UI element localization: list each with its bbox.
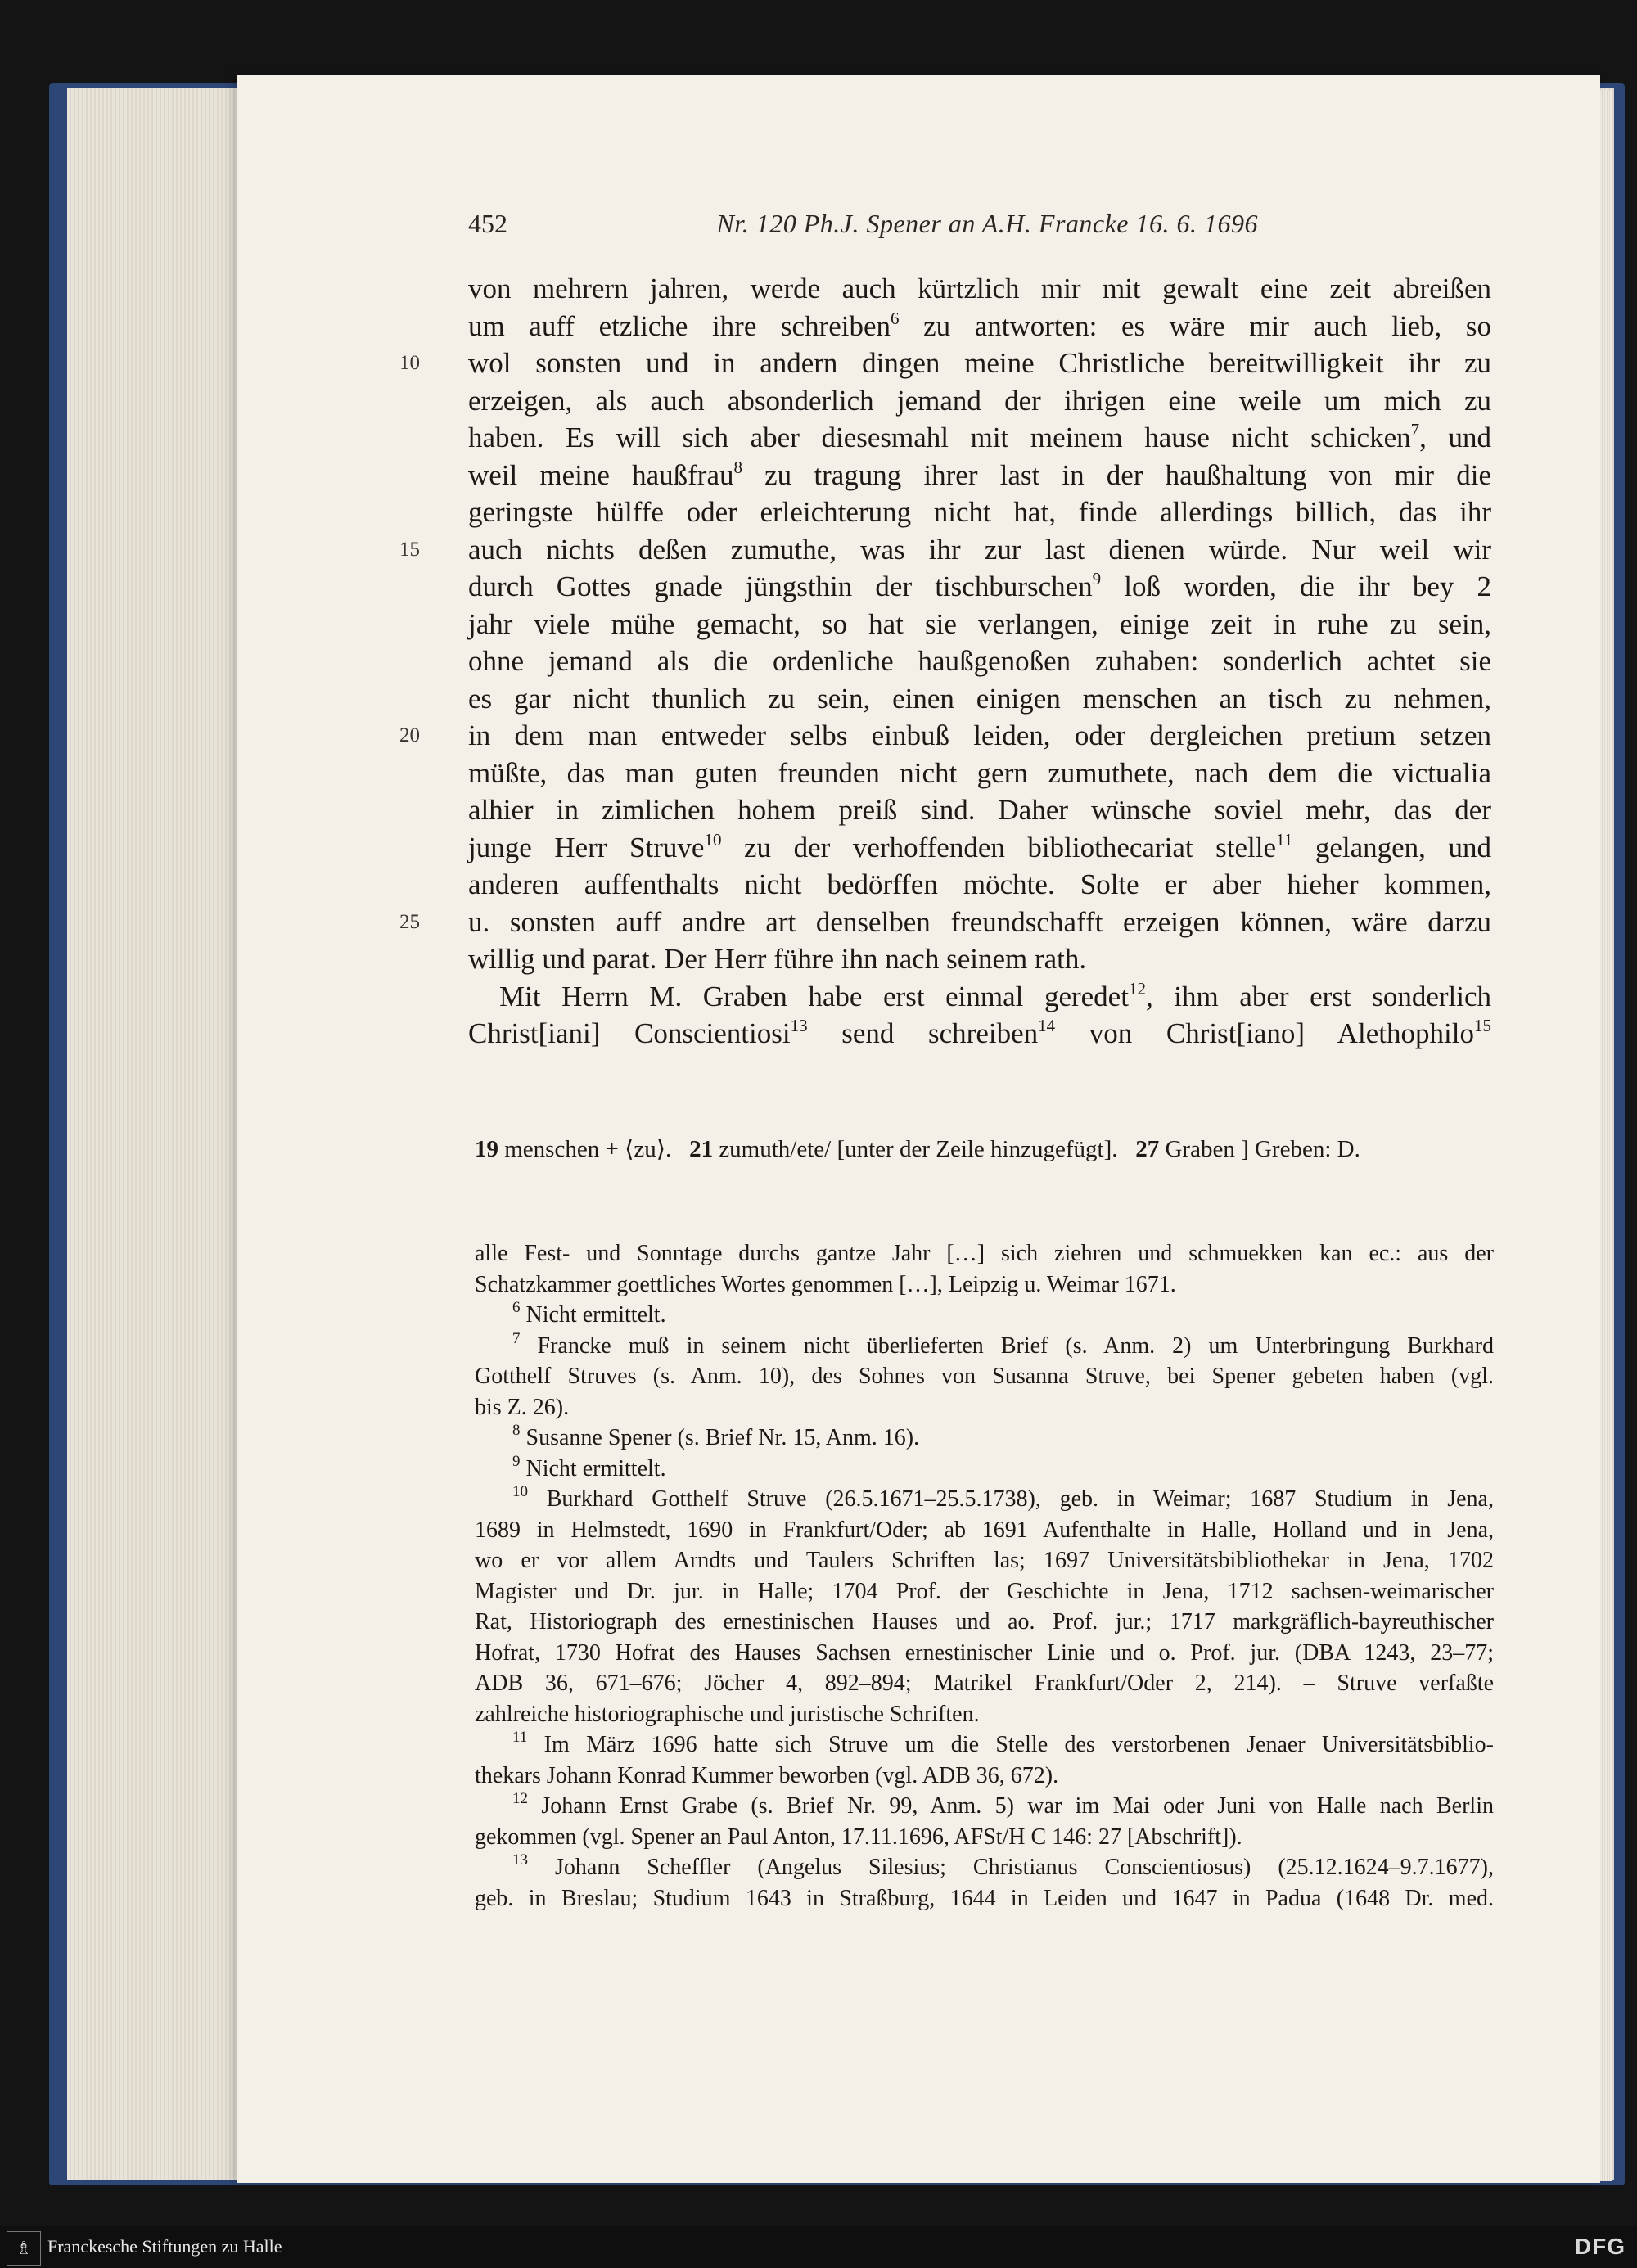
footnote-line: Rat, Historiograph des ernestinischen Hauses und ao. Prof. jur.; 1717 markgräflich-bayreuthischer bbox=[475, 1609, 1494, 1634]
line-text: um auff etzliche ihre schreiben$^6$ zu antworten: es wäre mir auch lieb, so bbox=[468, 308, 1491, 342]
text-line bbox=[468, 791, 1491, 829]
line-text: auch nichts deßen zumuthe, was ihr zur last dienen würde. Nur weil wir bbox=[468, 533, 1491, 566]
text-line bbox=[468, 457, 1491, 494]
text-line bbox=[468, 978, 1491, 1016]
line-text: anderen auffenthalts nicht bedörffen möchte. Solte er aber hieher kommen, bbox=[468, 868, 1491, 900]
line-text: u. sonsten auff andre art denselben freundschafft erzeigen können, wäre darzu bbox=[468, 905, 1491, 938]
footnote-line: $^{11}$ Im März 1696 hatte sich Struve um die Stelle des verstorbenen Jenaer Universitätsbiblio- bbox=[512, 1729, 1494, 1757]
footnote-line: $^{12}$ Johann Ernst Grabe (s. Brief Nr. 99, Anm. 5) war im Mai oder Juni von Halle nach Berlin bbox=[512, 1790, 1494, 1819]
footnote-line: alle Fest- und Sonntage durchs gantze Jahr […] sich ziehren und schmuekken kan ec.: aus der bbox=[475, 1241, 1494, 1266]
line-text: Christ[iani] Conscientiosi$^{13}$ send schreiben$^{14}$ von Christ[iano] Alethophilo$^{15}$ bbox=[468, 1016, 1491, 1049]
text-line bbox=[468, 643, 1491, 680]
footnote-line: thekars Johann Konrad Kummer beworben (vgl. ADB 36, 672). bbox=[475, 1762, 1059, 1788]
text-line bbox=[468, 829, 1491, 867]
text-line bbox=[468, 270, 1491, 308]
institution-logo-icon: ♗ bbox=[7, 2231, 41, 2266]
footnote-line: wo er vor allem Arndts und Taulers Schriften las; 1697 Universitätsbibliothekar in Jena, 1702 bbox=[475, 1548, 1494, 1573]
line-number: 10 bbox=[399, 352, 420, 374]
letter-body bbox=[399, 270, 1492, 1053]
text-line bbox=[468, 382, 1491, 420]
critical-apparatus: 19 menschen + ⟨zu⟩. 21 zumuth/ete/ [unter der Zeile hinzugefügt]. 27 Graben ] Greben: D. bbox=[475, 1136, 1360, 1162]
line-text: geringste hülffe oder erleichterung nicht hat, finde allerdings billich, das ihr bbox=[468, 496, 1491, 528]
text-line bbox=[399, 717, 1491, 755]
footnote-line: Hofrat, 1730 Hofrat des Hauses Sachsen ernestinischer Linie und o. Prof. jur. (DBA 1243, 23–77; bbox=[475, 1639, 1494, 1666]
footnote-line: Schatzkammer goettliches Wortes genommen […], Leipzig u. Weimar 1671. bbox=[475, 1271, 1176, 1297]
line-text: wol sonsten und in andern dingen meine Christliche bereitwilligkeit ihr zu bbox=[468, 347, 1491, 379]
viewer-footer bbox=[0, 2226, 1637, 2268]
line-text: alhier in zimlichen hohem preiß sind. Daher wünsche soviel mehr, das der bbox=[468, 794, 1491, 826]
text-line bbox=[468, 1015, 1491, 1053]
footnote-line: $^{10}$ Burkhard Gotthelf Struve (26.5.1671–25.5.1738), geb. in Weimar; 1687 Studium in Jena, bbox=[512, 1483, 1494, 1512]
page-number: 452 bbox=[468, 209, 507, 238]
footnote-line: zahlreiche historiographische und juristische Schriften. bbox=[475, 1701, 980, 1727]
line-text: willig und parat. Der Herr führe ihn nach seinem rath. bbox=[468, 943, 1087, 975]
text-line bbox=[399, 531, 1491, 569]
footnote-line: gekommen (vgl. Spener an Paul Anton, 17.11.1696, AFSt/H C 146: 27 [Abschrift]). bbox=[475, 1824, 1242, 1850]
line-text: erzeigen, als auch absonderlich jemand der ihrigen eine weile um mich zu bbox=[468, 384, 1491, 417]
line-text: junge Herr Struve$^{10}$ zu der verhoffenden bibliothecariat stelle$^{11}$ gelangen, und bbox=[468, 829, 1492, 863]
footnote-line: $^{13}$ Johann Scheffler (Angelus Silesius; Christianus Conscientiosus) (25.12.1624–9.7.1677), bbox=[512, 1851, 1494, 1880]
running-head-title: Nr. 120 Ph.J. Spener an A.H. Francke 16. 6. 1696 bbox=[716, 209, 1258, 238]
line-number: 20 bbox=[399, 724, 420, 746]
line-text: jahr viele mühe gemacht, so hat sie verlangen, einige zeit in ruhe zu sein, bbox=[468, 607, 1491, 640]
line-text: müßte, das man guten freunden nicht gern zumuthete, nach dem die victualia bbox=[468, 756, 1491, 789]
footnote-line: geb. in Breslau; Studium 1643 in Straßburg, 1644 in Leiden und 1647 in Padua (1648 Dr. med. bbox=[475, 1885, 1494, 1911]
line-text: es gar nicht thunlich zu sein, einen einigen menschen an tisch zu nehmen, bbox=[468, 682, 1491, 715]
footnote-line: $^6$ Nicht ermittelt. bbox=[512, 1299, 666, 1328]
text-line bbox=[399, 345, 1491, 382]
text-line bbox=[468, 606, 1491, 643]
text-line bbox=[399, 904, 1491, 941]
right-page-edge bbox=[1600, 90, 1612, 2181]
text-line bbox=[468, 866, 1491, 904]
line-text: ohne jemand als die ordenliche haußgenoßen zuhaben: sonderlich achtet sie bbox=[468, 645, 1491, 677]
text-line bbox=[468, 940, 1491, 978]
footnote-line: 1689 in Helmstedt, 1690 in Frankfurt/Oder; ab 1691 Aufenthalte in Halle, Holland und in Jena, bbox=[475, 1517, 1494, 1543]
footnote-line: Gotthelf Struves (s. Anm. 10), des Sohnes von Susanna Struve, bei Spener gebeten haben (vgl. bbox=[475, 1364, 1494, 1389]
footnote-line: $^7$ Francke muß in seinem nicht überlieferten Brief (s. Anm. 2) um Unterbringung Burkhard bbox=[512, 1329, 1494, 1359]
dfg-logo: DFG bbox=[1574, 2234, 1626, 2259]
text-line bbox=[468, 568, 1491, 606]
line-text: durch Gottes gnade jüngsthin der tischburschen$^9$ loß worden, die ihr bey 2 bbox=[468, 569, 1491, 602]
footnote-line: ADB 36, 671–676; Jöcher 4, 892–894; Matrikel Frankfurt/Oder 2, 214). – Struve verfaßte bbox=[475, 1671, 1494, 1696]
line-text: von mehrern jahren, werde auch kürtzlich mir mit gewalt eine zeit abreißen bbox=[468, 273, 1491, 304]
line-text: haben. Es will sich aber diesesmahl mit meinem hause nicht schicken$^7$, und bbox=[468, 420, 1491, 453]
text-line bbox=[468, 419, 1491, 457]
institution-name: Franckesche Stiftungen zu Halle bbox=[47, 2236, 282, 2257]
footnote-line: $^9$ Nicht ermittelt. bbox=[512, 1452, 666, 1481]
text-line bbox=[468, 755, 1491, 792]
line-text: in dem man entweder selbs einbuß leiden, oder dergleichen pretium setzen bbox=[468, 719, 1491, 751]
footnote-line: Magister und Dr. jur. in Halle; 1704 Prof. der Geschichte in Jena, 1712 sachsen-weimarischer bbox=[475, 1578, 1494, 1604]
line-number: 25 bbox=[399, 910, 420, 933]
footnote-line: $^8$ Susanne Spener (s. Brief Nr. 15, Anm. 16). bbox=[512, 1422, 920, 1450]
text-line bbox=[468, 494, 1491, 531]
text-line bbox=[468, 308, 1491, 345]
line-text: Mit Herrn M. Graben habe erst einmal geredet$^{12}$, ihm aber erst sonderlich bbox=[499, 978, 1491, 1012]
line-text: weil meine haußfrau$^8$ zu tragung ihrer last in der haußhaltung von mir die bbox=[468, 457, 1492, 491]
footnote-line: bis Z. 26). bbox=[475, 1394, 570, 1420]
running-head bbox=[468, 209, 1258, 241]
line-number: 15 bbox=[399, 538, 420, 561]
footnotes bbox=[475, 1238, 1494, 1914]
text-line bbox=[468, 680, 1491, 718]
